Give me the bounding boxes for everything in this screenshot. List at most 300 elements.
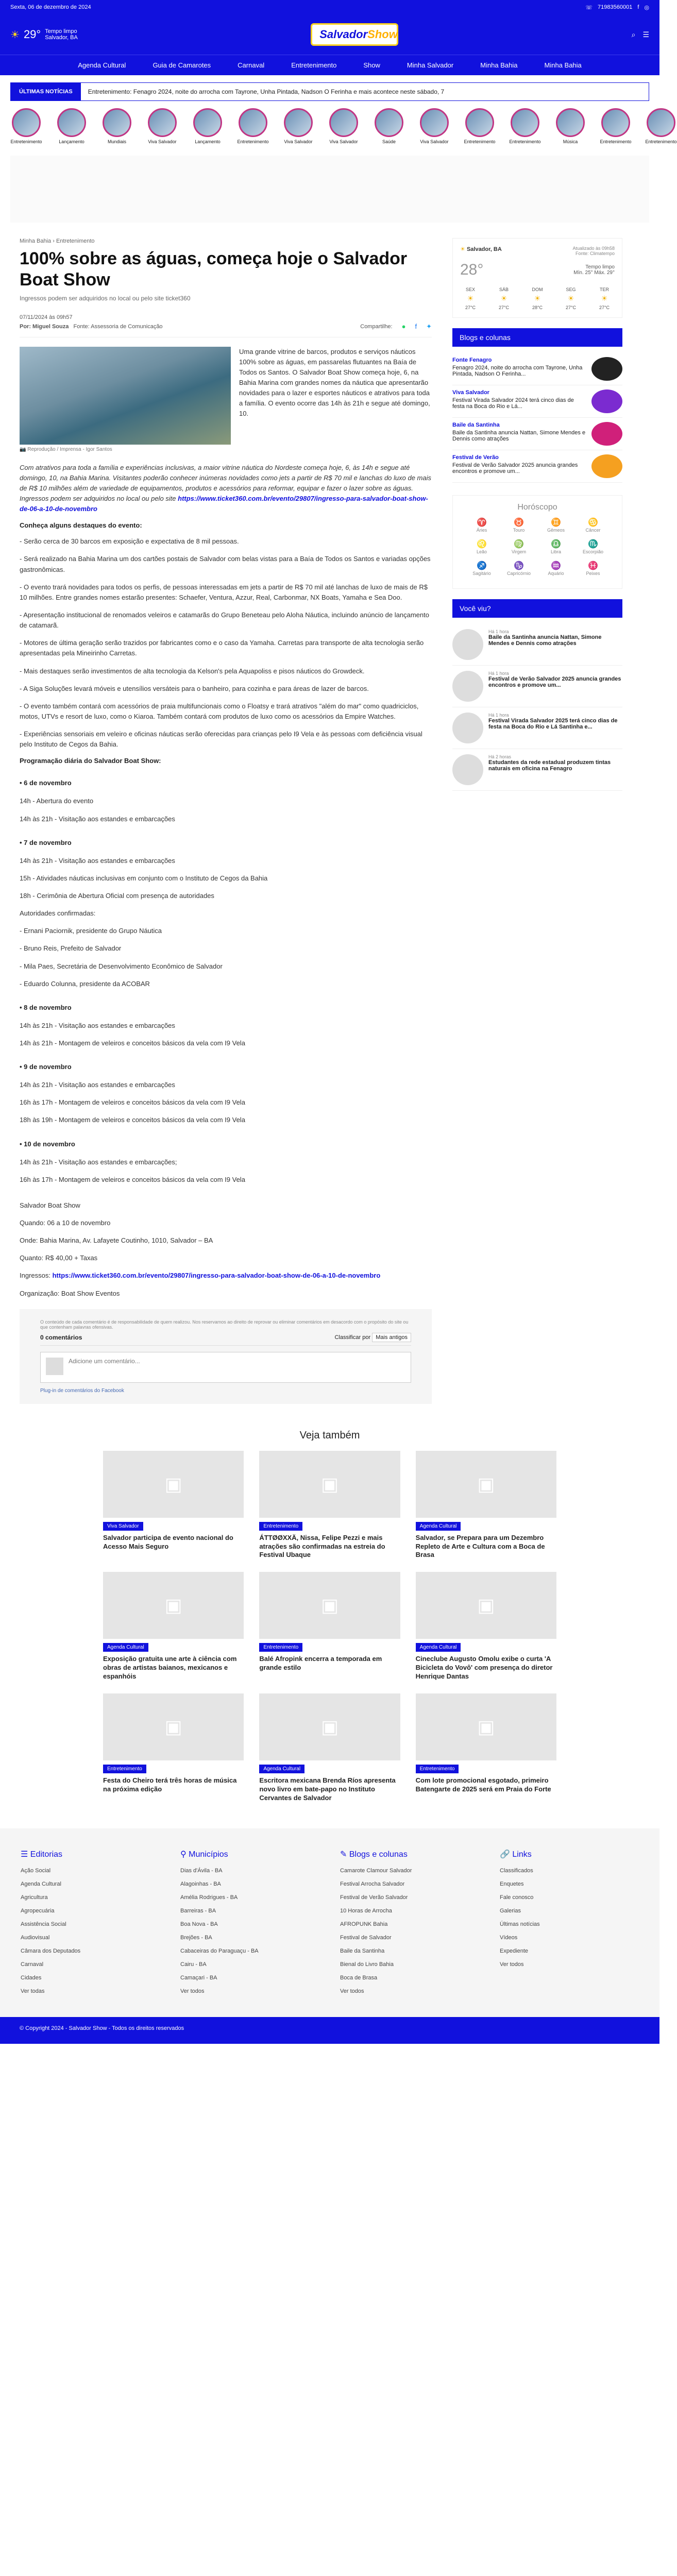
card-tag[interactable]: Entretenimento — [103, 1765, 146, 1773]
blogs-heading: Blogs e colunas — [452, 328, 622, 347]
event-summary: Organização: Boat Show Eventos — [20, 1289, 120, 1297]
zodiac-sign[interactable] — [539, 561, 572, 576]
story-item[interactable] — [464, 108, 496, 144]
footer-link[interactable]: Câmara dos Deputados — [21, 1947, 81, 1954]
comments-section — [20, 1309, 432, 1404]
footer-link[interactable]: Camarote Clamour Salvador — [340, 1867, 412, 1874]
story-label: Entretenimento — [645, 139, 677, 144]
card-title[interactable]: Exposição gratuita une arte à ciência com obras de artistas baianos, mexicanos e espanhóis — [103, 1655, 237, 1681]
card-tag[interactable]: Entretenimento — [259, 1643, 302, 1652]
day-heading — [20, 839, 432, 846]
footer-link[interactable]: Festival de Verão Salvador — [340, 1894, 408, 1901]
schedule-item: Autoridades confirmadas: — [20, 909, 96, 918]
zodiac-label: Câncer — [585, 528, 601, 533]
zodiac-icon: ♋ — [588, 518, 598, 527]
image-placeholder-icon: ▣ — [259, 1572, 400, 1639]
story-thumbnail — [284, 108, 313, 137]
comments-count: 0 comentários — [40, 1333, 82, 1341]
header-city: Salvador, BA — [45, 35, 78, 41]
schedule-item: 16h às 17h - Montagem de veleiros e conceitos básicos da vela com I9 Vela — [20, 1175, 245, 1183]
weather-min: Mín. 25° — [573, 270, 593, 276]
horoscope-title: Horóscopo — [517, 503, 557, 512]
card-title[interactable]: Salvador, se Prepara para um Dezembro Repleto de Arte e Cultura com a Boca de Brasa — [415, 1533, 545, 1559]
ticket-link[interactable]: https://www.ticket360.com.br/evento/29807/ingresso-para-salvador-boat-show-de-06-a-10-de-novembro — [20, 495, 428, 513]
whatsapp-icon[interactable]: ☏ — [585, 4, 593, 11]
story-label: Entretenimento — [10, 139, 42, 144]
forecast-day — [527, 287, 548, 310]
bullet: - O evento trará novidades para todos os perfis, de pessoas interessadas em jets a partir de R$ 70 mil até lanchas de luxo de mais de R$ 10 milhões. Entre grandes nomes estarão presentes: Schaefer, Ventura, Azzur, Real, Carbonmar, NX Boats, Yamaha e Sea Doo. — [20, 583, 428, 601]
schedule-item: 14h às 21h - Visitação aos estandes e embarcações; — [20, 1158, 177, 1166]
story-thumbnail — [511, 108, 539, 137]
zodiac-icon: ♏ — [588, 540, 598, 549]
you-saw-thumbnail — [452, 754, 483, 785]
forecast-day-label: SEX — [465, 287, 475, 292]
footer-icon: 🔗 — [500, 1850, 513, 1859]
footer-link[interactable]: Alagoinhas - BA — [180, 1880, 221, 1887]
blog-item[interactable] — [452, 353, 622, 385]
footer-link[interactable]: Brejões - BA — [180, 1934, 212, 1941]
zodiac-label: Libra — [550, 549, 561, 554]
twitter-icon[interactable]: ✦ — [426, 322, 432, 330]
zodiac-sign[interactable] — [502, 539, 535, 554]
logo-text: Salvador — [319, 28, 368, 41]
bullet: - Mais destaques serão investimentos de alta tecnologia da Kelson's pela Aquapoliss e pisos náuticos do Growdeck. — [20, 667, 365, 675]
you-saw-title: Festival Virada Salvador 2025 terá cinco dias de festa na Boca do Rio e Lá Santinha e... — [488, 718, 618, 730]
zodiac-label: Capricórnio — [506, 571, 531, 576]
event-summary: Salvador Boat Show — [20, 1201, 80, 1209]
story-thumbnail — [193, 108, 222, 137]
card-tag[interactable]: Agenda Cultural — [103, 1643, 148, 1652]
footer-link[interactable]: Carnaval — [21, 1961, 44, 1968]
footer-heading — [500, 1849, 639, 1859]
image-placeholder-icon: ▣ — [103, 1693, 244, 1760]
article-author: Por: Miguel Souza — [20, 323, 69, 330]
forecast-temp: 27°C — [565, 305, 577, 310]
blog-name: Viva Salvador — [452, 389, 489, 396]
footer-link[interactable]: Ver todos — [340, 1988, 364, 1994]
schedule-item: 14h às 21h - Visitação aos estandes e embarcações — [20, 815, 175, 823]
facebook-plugin-label[interactable]: Plug-in de comentários do Facebook — [40, 1387, 124, 1394]
weather-temp: 28° — [460, 261, 484, 278]
story-thumbnail — [103, 108, 131, 137]
related-card[interactable] — [259, 1451, 400, 1560]
footer-link[interactable]: Agenda Cultural — [21, 1880, 61, 1887]
blog-thumbnail — [591, 454, 622, 478]
weather-widget — [452, 238, 622, 318]
nav-item[interactable]: Show — [363, 61, 380, 69]
sidebar — [452, 238, 622, 1419]
schedule-item: 18h - Cerimônia de Abertura Oficial com presença de autoridades — [20, 891, 214, 900]
image-placeholder-icon: ▣ — [103, 1451, 244, 1518]
story-item[interactable] — [600, 108, 632, 144]
footer-link[interactable]: 10 Horas de Arrocha — [340, 1907, 392, 1914]
card-tag[interactable]: Viva Salvador — [103, 1522, 143, 1531]
story-label: Música — [563, 139, 578, 144]
see-also-title: Veja também — [299, 1429, 360, 1441]
sun-icon: ☀ — [534, 294, 541, 302]
you-saw-item[interactable] — [452, 666, 622, 707]
sun-icon: ☀ — [10, 29, 20, 41]
footer-link[interactable]: Ver todas — [21, 1988, 45, 1994]
forecast-day — [494, 287, 514, 310]
related-card[interactable] — [416, 1451, 556, 1560]
story-label: Saúde — [382, 139, 396, 144]
whatsapp-icon[interactable]: ● — [401, 323, 406, 331]
footer-link[interactable]: Cabaceiras do Paraguaçu - BA — [180, 1947, 259, 1954]
footer-link[interactable]: Audiovisual — [21, 1934, 50, 1941]
zodiac-icon: ♓ — [588, 562, 598, 570]
you-saw-time: Há 2 horas — [488, 754, 512, 759]
comment-input[interactable]: Adicione um comentário... — [69, 1357, 140, 1365]
footer-link[interactable]: Enquetes — [500, 1880, 524, 1887]
blog-thumbnail — [591, 422, 622, 446]
card-title[interactable]: Com lote promocional esgotado, primeiro Batengarte de 2025 será em Praia do Forte — [415, 1776, 551, 1793]
day-heading — [20, 1140, 432, 1148]
card-tag[interactable]: Agenda Cultural — [259, 1765, 304, 1773]
card-title[interactable]: ÁTTØØXXÄ, Nissa, Felipe Pezzi e mais atrações são confirmadas na estreia do Festival Ubaque — [259, 1533, 385, 1559]
schedule-item: 14h às 21h - Visitação aos estandes e embarcações — [20, 1021, 175, 1029]
bullet: - Serão cerca de 30 barcos em exposição e expectativa de 8 mil pessoas. — [20, 537, 239, 546]
bullet: - Apresentação institucional de renomados veleiros e catamarãs do Grupo Beneteau pelo Aloha Náutica, incluindo anúncio de lançamento de catamarã. — [20, 611, 429, 630]
schedule-item: 16h às 17h - Montagem de veleiros e conceitos básicos da vela com I9 Vela — [20, 1098, 245, 1107]
camera-icon: 📷 — [20, 446, 28, 452]
day-heading — [20, 1004, 432, 1011]
schedule-item: 14h às 21h - Visitação aos estandes e embarcações — [20, 856, 175, 865]
stories-row — [0, 101, 677, 144]
footer-link[interactable]: Últimas notícias — [500, 1921, 540, 1927]
footer-column — [180, 1849, 319, 2002]
menu-icon[interactable]: ☰ — [642, 30, 649, 39]
avatar — [46, 1358, 63, 1375]
you-saw-time: Há 1 hora — [488, 629, 509, 634]
schedule-item: - Ernani Paciornik, presidente do Grupo Náutica — [20, 927, 162, 935]
phone-number[interactable]: 71983560001 — [598, 4, 633, 10]
footer-link[interactable]: Dias d'Ávila - BA — [180, 1867, 223, 1874]
schedule-item: 14h às 21h - Visitação aos estandes e embarcações — [20, 1081, 175, 1089]
zodiac-sign[interactable] — [465, 539, 498, 554]
footer — [0, 1828, 659, 2017]
article-image[interactable] — [20, 347, 231, 445]
forecast-temp: 27°C — [498, 305, 510, 310]
card-tag[interactable]: Entretenimento — [259, 1522, 302, 1531]
event-summary: Quanto: R$ 40,00 + Taxas — [20, 1254, 98, 1262]
header-weather — [10, 28, 78, 41]
zodiac-icon: ♍ — [514, 540, 524, 549]
section-heading: Conheça alguns destaques do evento: — [20, 521, 142, 530]
story-label: Viva Salvador — [284, 139, 313, 144]
article-source: Fonte: Assessoria de Comunicação — [73, 323, 163, 330]
footer-link[interactable]: AFROPUNK Bahia — [340, 1921, 388, 1927]
story-thumbnail — [239, 108, 267, 137]
zodiac-sign[interactable] — [539, 539, 572, 554]
comments-note: O conteúdo de cada comentário é de responsabilidade de quem realizou. Nos reservamos ao direito de reprovar ou eliminar comentários em desacordo com o propósito do site ou que contenham palavras ofensivas. — [40, 1319, 409, 1330]
footer-link[interactable]: Camaçari - BA — [180, 1974, 217, 1981]
nav-item[interactable]: Minha Bahia — [544, 61, 582, 69]
forecast-day-label: SÁB — [499, 287, 509, 292]
nav-item[interactable]: Minha Bahia — [480, 61, 518, 69]
sun-icon: ☀ — [460, 246, 465, 252]
zodiac-icon: ♑ — [514, 562, 524, 570]
sort-label: Classificar por — [334, 1334, 371, 1341]
copyright: © Copyright 2024 - Salvador Show - Todos os direitos reservados — [0, 2017, 659, 2044]
you-saw-item[interactable] — [452, 749, 622, 791]
footer-link[interactable]: Cairu - BA — [180, 1961, 207, 1968]
zodiac-sign[interactable] — [577, 517, 610, 533]
footer-link[interactable]: Agricultura — [21, 1894, 48, 1901]
zodiac-sign[interactable] — [465, 517, 498, 533]
footer-icon: ⚲ — [180, 1850, 189, 1859]
footer-link[interactable]: Ver todos — [500, 1961, 524, 1968]
story-item[interactable] — [554, 108, 586, 144]
day-heading-text: 9 de novembro — [24, 1063, 72, 1071]
story-thumbnail — [465, 108, 494, 137]
header — [0, 14, 659, 55]
zodiac-sign[interactable] — [465, 561, 498, 576]
card-title[interactable]: Festa do Cheiro terá três horas de música na próxima edição — [103, 1776, 237, 1793]
blog-name: Fonte Fenagro — [452, 357, 492, 363]
blog-text: Festival Virada Salvador 2024 terá cinco dias de festa na Boca do Rio e Lá... — [452, 397, 574, 410]
day-heading-text: 8 de novembro — [24, 1003, 72, 1011]
zodiac-label: Gêmeos — [547, 528, 565, 533]
related-card[interactable] — [103, 1451, 244, 1560]
story-item[interactable] — [645, 108, 677, 144]
header-weather-desc: Tempo limpo — [45, 28, 77, 35]
card-title[interactable]: Salvador participa de evento nacional do Acesso Mais Seguro — [103, 1533, 233, 1550]
footer-link[interactable]: Barreiras - BA — [180, 1907, 216, 1914]
you-saw-title: Baile da Santinha anuncia Nattan, Simone Mendes e Dennis como atrações — [488, 634, 602, 647]
footer-link[interactable]: Vídeos — [500, 1934, 518, 1941]
breadcrumb-item[interactable]: Entretenimento — [56, 238, 95, 244]
sort-select[interactable]: Mais antigos — [372, 1333, 411, 1342]
story-item[interactable] — [101, 108, 133, 144]
image-caption-text: Reprodução / Imprensa - Igor Santos — [27, 446, 112, 452]
story-item[interactable] — [328, 108, 360, 144]
weather-updated: Atualizado às 09h58 — [572, 246, 615, 251]
instagram-icon[interactable]: ◎ — [644, 4, 649, 11]
header-temp: 29° — [23, 28, 41, 41]
footer-link[interactable]: Fale conosco — [500, 1894, 534, 1901]
story-item[interactable] — [509, 108, 541, 144]
article-subtitle: Ingressos podem ser adquiridos no local ou pelo site ticket360 — [20, 294, 191, 302]
facebook-icon[interactable]: f — [415, 323, 417, 331]
footer-link[interactable]: Galerias — [500, 1907, 521, 1914]
sun-icon: ☀ — [467, 294, 474, 302]
breadcrumb: Minha Bahia › Entretenimento — [20, 238, 95, 244]
bullet: - O evento também contará com acessórios de praia multifuncionais como o Floatsy e trará atrativos "além do mar" como quadriciclos, motos, UTVs e resort de luxo, como o Kiaroa. Também contará com produtos de luxo como os acessórios da Empire Watches. — [20, 702, 419, 720]
blog-name: Baile da Santinha — [452, 422, 500, 428]
footer-link[interactable]: Agropecuária — [21, 1907, 55, 1914]
zodiac-label: Touro — [513, 528, 525, 533]
blog-item[interactable] — [452, 450, 622, 483]
related-card[interactable] — [103, 1693, 244, 1803]
weather-desc: Tempo limpo — [585, 264, 615, 270]
footer-link[interactable]: Assistência Social — [21, 1921, 66, 1927]
day-heading-text: 10 de novembro — [24, 1140, 75, 1148]
footer-heading — [180, 1849, 319, 1859]
story-label: Lançamento — [195, 139, 221, 144]
related-card[interactable] — [259, 1572, 400, 1681]
nav-item[interactable]: Carnaval — [238, 61, 265, 69]
section-heading: Programação diária do Salvador Boat Show: — [20, 757, 161, 765]
zodiac-sign[interactable] — [577, 561, 610, 576]
story-label: Entretenimento — [237, 139, 269, 144]
footer-link[interactable]: Classificados — [500, 1867, 533, 1874]
card-tag[interactable]: Agenda Cultural — [416, 1522, 461, 1531]
story-item[interactable] — [418, 108, 450, 144]
schedule-item: 18h às 19h - Montagem de veleiros e conceitos básicos da vela com I9 Vela — [20, 1116, 245, 1124]
schedule-item: - Mila Paes, Secretária de Desenvolvimento Econômico de Salvador — [20, 962, 223, 970]
footer-link[interactable]: Baile da Santinha — [340, 1947, 385, 1954]
story-item[interactable] — [192, 108, 224, 144]
image-caption — [20, 447, 231, 452]
sun-icon: ☀ — [567, 294, 574, 302]
schedule-item: 14h às 21h - Montagem de veleiros e conceitos básicos da vela com I9 Vela — [20, 1039, 245, 1047]
you-saw-time: Há 1 hora — [488, 713, 509, 718]
sun-icon: ☀ — [500, 294, 507, 302]
story-item[interactable] — [56, 108, 88, 144]
blog-text: Festival de Verão Salvador 2025 anuncia grandes encontros e promove um... — [452, 462, 578, 474]
story-label: Viva Salvador — [420, 139, 449, 144]
article — [20, 238, 432, 1419]
image-placeholder-icon: ▣ — [416, 1572, 556, 1639]
card-title[interactable]: Escritora mexicana Brenda Ríos apresenta novo livro em bate-papo no Instituto Cervantes de Salvador — [259, 1776, 396, 1802]
blog-item[interactable] — [452, 418, 622, 450]
related-card[interactable] — [416, 1693, 556, 1803]
footer-link[interactable]: Festival Arrocha Salvador — [340, 1880, 405, 1887]
forecast-day — [561, 287, 581, 310]
event-summary: Ingressos: — [20, 1272, 50, 1280]
footer-heading-text: Editorias — [30, 1850, 63, 1859]
zodiac-icon: ♐ — [477, 562, 487, 570]
bullet: - Experiências sensoriais em veleiro e oficinas náuticas serão oferecidas para crianças pelo I9 Vela e às pessoas com deficiência visual pelo Instituto de Cegos da Bahia. — [20, 730, 422, 749]
ad-space — [10, 156, 649, 223]
footer-link[interactable]: Ação Social — [21, 1867, 51, 1874]
footer-link[interactable]: Festival de Salvador — [340, 1934, 392, 1941]
footer-column — [21, 1849, 160, 2002]
blog-thumbnail — [591, 357, 622, 381]
ticket-link[interactable]: https://www.ticket360.com.br/evento/29807/ingresso-para-salvador-boat-show-de-06-a-10-de-novembro — [52, 1272, 381, 1280]
you-saw-thumbnail — [452, 629, 483, 660]
related-card[interactable] — [103, 1572, 244, 1681]
ticker-text[interactable]: Entretenimento: Fenagro 2024, noite do arrocha com Tayrone, Unha Pintada, Nadson O Ferinha e mais acontece neste sábado, 7 — [88, 88, 445, 95]
image-placeholder-icon: ▣ — [259, 1693, 400, 1760]
you-saw-thumbnail — [452, 671, 483, 702]
you-saw-time: Há 1 hora — [488, 671, 509, 676]
footer-link[interactable]: Expediente — [500, 1947, 529, 1954]
page-title: 100% sobre as águas, começa hoje o Salvador Boat Show — [20, 249, 408, 290]
story-label: Viva Salvador — [148, 139, 177, 144]
nav-item[interactable]: Agenda Cultural — [78, 61, 126, 69]
zodiac-icon: ♌ — [477, 540, 487, 549]
footer-heading-text: Municípios — [189, 1850, 228, 1859]
footer-link[interactable]: Ver todos — [180, 1988, 205, 1994]
sun-icon: ☀ — [601, 294, 608, 302]
footer-link[interactable]: Cidades — [21, 1974, 42, 1981]
blog-text: Baile da Santinha anuncia Nattan, Simone Mendes e Dennis como atrações — [452, 430, 586, 442]
story-thumbnail — [601, 108, 630, 137]
bullet-dot: • — [20, 838, 24, 846]
footer-heading-text: Blogs e colunas — [349, 1850, 408, 1859]
story-item[interactable] — [10, 108, 42, 144]
you-saw-item[interactable] — [452, 624, 622, 666]
day-heading-text: 7 de novembro — [24, 838, 72, 846]
footer-link[interactable]: Boa Nova - BA — [180, 1921, 218, 1927]
image-placeholder-icon: ▣ — [416, 1693, 556, 1760]
story-item[interactable] — [373, 108, 405, 144]
zodiac-sign[interactable] — [502, 517, 535, 533]
blog-thumbnail — [591, 389, 622, 413]
nav-item[interactable]: Entretenimento — [291, 61, 337, 69]
footer-link[interactable]: Amélia Rodrigues - BA — [180, 1894, 238, 1901]
zodiac-sign[interactable] — [577, 539, 610, 554]
bullet: - Será realizado na Bahia Marina um dos cartões postais de Salvador com belas vistas para a Baía de Todos os Santos e variadas opções gastronômicas. — [20, 555, 431, 573]
related-card[interactable] — [416, 1572, 556, 1681]
event-summary: Quando: 06 a 10 de novembro — [20, 1218, 111, 1227]
schedule-item: - Eduardo Colunna, presidente da ACOBAR — [20, 979, 150, 988]
story-label: Mundiais — [107, 139, 127, 144]
zodiac-sign[interactable] — [502, 561, 535, 576]
nav-item[interactable]: Guia de Camarotes — [153, 61, 211, 69]
card-title[interactable]: Balé Afropink encerra a temporada em grande estilo — [259, 1655, 382, 1672]
zodiac-label: Escorpião — [582, 549, 604, 554]
footer-heading — [340, 1849, 479, 1859]
zodiac-label: Áries — [476, 528, 487, 533]
forecast-day — [460, 287, 481, 310]
card-tag[interactable]: Entretenimento — [416, 1765, 459, 1773]
blog-item[interactable] — [452, 385, 622, 418]
nav-item[interactable]: Minha Salvador — [407, 61, 454, 69]
logo-text-2: Show — [367, 28, 398, 41]
horoscope-widget — [452, 495, 622, 589]
footer-link[interactable]: Boca de Brasa — [340, 1974, 378, 1981]
story-thumbnail — [420, 108, 449, 137]
search-icon[interactable]: ⌕ — [631, 30, 636, 39]
forecast-temp: 27°C — [465, 305, 476, 310]
see-also — [0, 1419, 659, 1803]
footer-icon: ☰ — [21, 1850, 30, 1859]
story-thumbnail — [148, 108, 177, 137]
image-placeholder-icon: ▣ — [416, 1451, 556, 1518]
story-item[interactable] — [237, 108, 269, 144]
story-label: Lançamento — [59, 139, 84, 144]
bullet: - A Siga Soluções levará móveis e utensílios versáteis para o banheiro, para cozinha e para áreas de lazer de barcos. — [20, 684, 369, 692]
related-card[interactable] — [259, 1693, 400, 1803]
you-saw-item[interactable] — [452, 707, 622, 749]
zodiac-label: Virgem — [511, 549, 527, 554]
site-logo[interactable] — [311, 23, 398, 46]
top-bar — [0, 0, 659, 14]
story-thumbnail — [12, 108, 41, 137]
blog-name: Festival de Verão — [452, 454, 499, 461]
forecast-temp: 28°C — [532, 305, 543, 310]
story-thumbnail — [647, 108, 675, 137]
story-item[interactable] — [146, 108, 178, 144]
zodiac-label: Leão — [476, 549, 487, 554]
article-date: 07/11/2024 às 09h57 — [20, 314, 73, 320]
story-item[interactable] — [282, 108, 314, 144]
schedule-item: 14h - Abertura do evento — [20, 797, 94, 805]
zodiac-sign[interactable] — [539, 517, 572, 533]
share-label: Compartilhe: — [360, 323, 393, 330]
breadcrumb-item[interactable]: Minha Bahia — [20, 238, 52, 244]
schedule-item: 15h - Atividades náuticas inclusivas em conjunto com o Instituto de Cegos da Bahia — [20, 874, 268, 882]
card-title[interactable]: Cineclube Augusto Omolu exibe o curta 'A Bicicleta do Vovô' com presença do diretor Henrique Dantas — [415, 1655, 553, 1681]
footer-link[interactable]: Bienal do Livro Bahia — [340, 1961, 394, 1968]
facebook-icon[interactable]: f — [637, 4, 639, 10]
footer-heading — [21, 1849, 160, 1859]
blog-text: Fenagro 2024, noite do arrocha com Tayrone, Unha Pintada, Nadson O Ferinha... — [452, 365, 583, 377]
card-tag[interactable]: Agenda Cultural — [416, 1643, 461, 1652]
